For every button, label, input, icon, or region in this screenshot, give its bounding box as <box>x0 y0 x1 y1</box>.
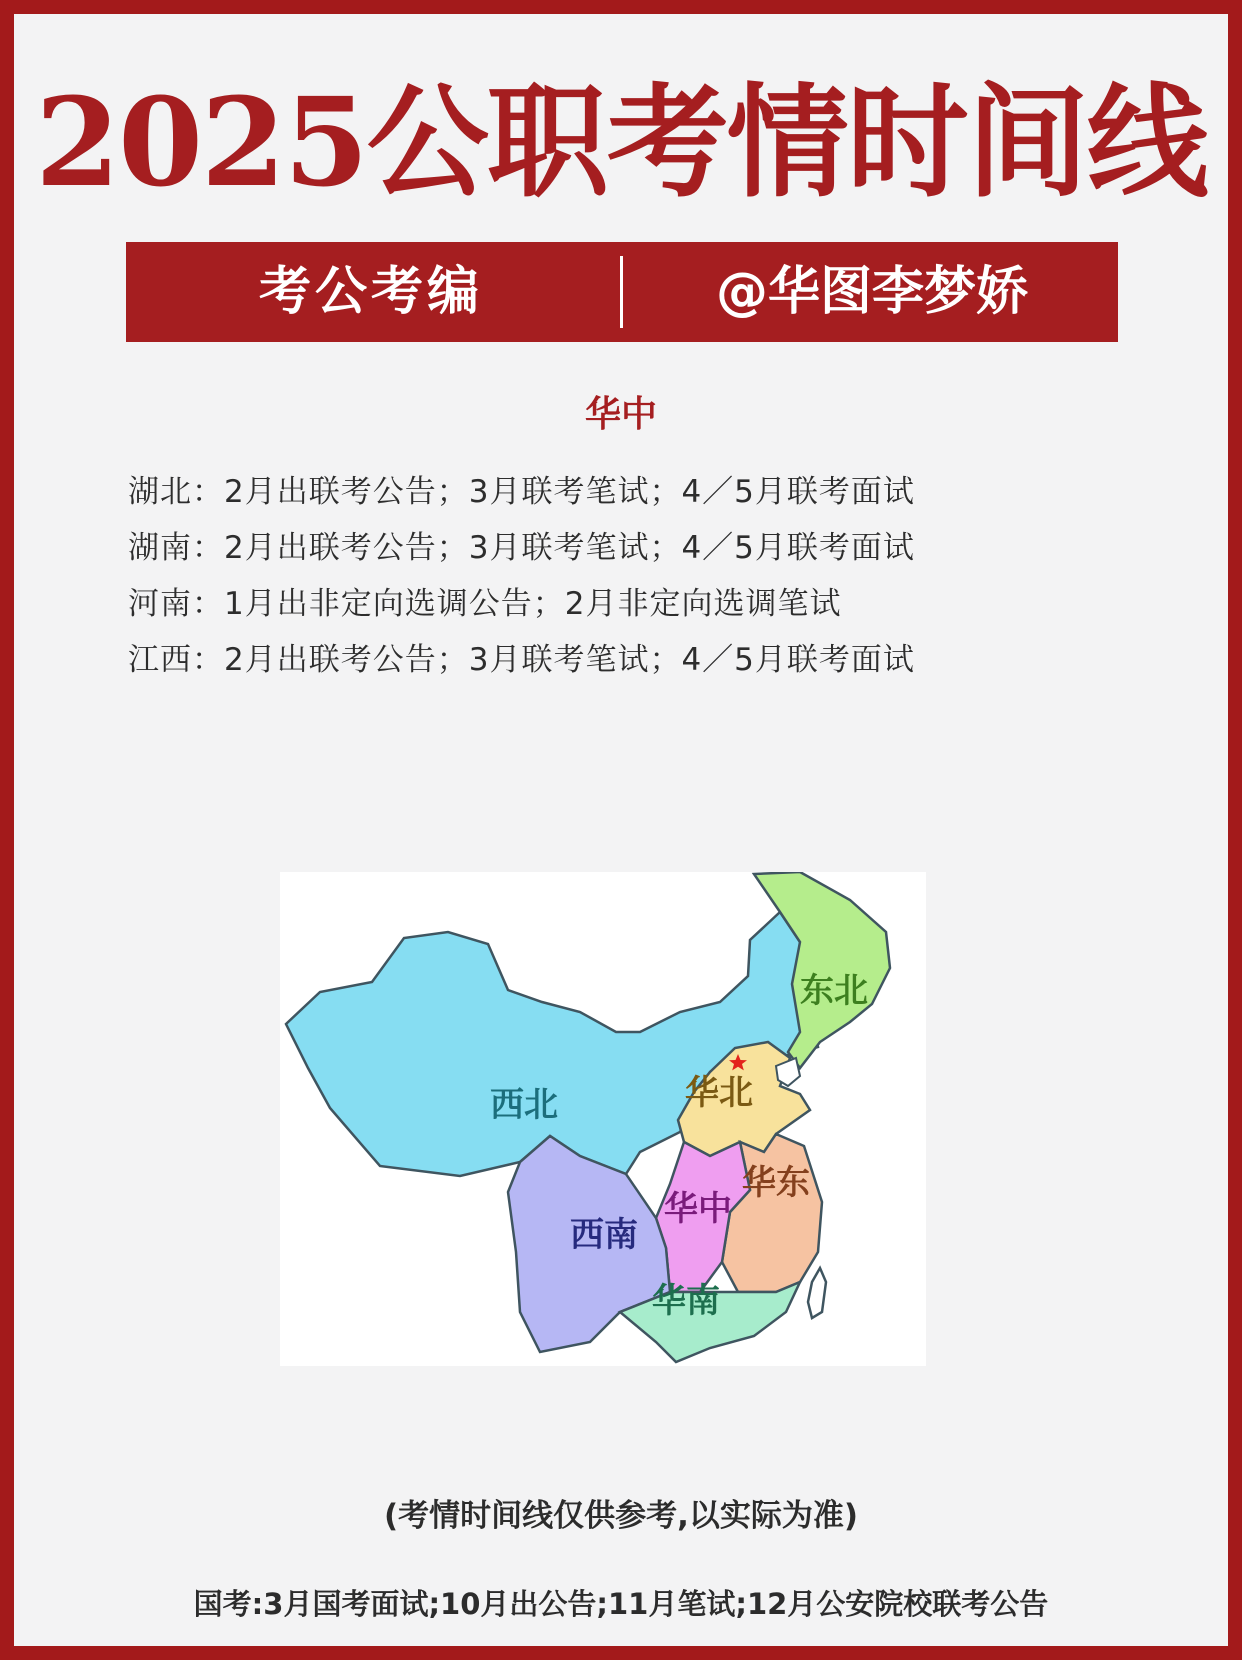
map-graphic <box>280 872 926 1366</box>
map-label-northwest: 西北 <box>490 1085 558 1125</box>
map-label-northeast: 东北 <box>800 971 868 1011</box>
schedule-line-hunan: 湖南：2月出联考公告；3月联考笔试；4／5月联考面试 <box>128 530 915 566</box>
page-title: 2025公职考情时间线 <box>35 70 1207 214</box>
china-region-map <box>280 872 926 1366</box>
national-exam-line: 国考:3月国考面试;10月出公告;11月笔试;12月公安院校联考公告 <box>193 1587 1049 1621</box>
disclaimer-note: (考情时间线仅供参考,以实际为准) <box>383 1498 859 1534</box>
banner-right-text: @华图李梦娇 <box>715 262 1028 322</box>
map-label-southwest: 西南 <box>570 1215 638 1255</box>
banner-divider <box>620 256 623 328</box>
page <box>14 14 1228 1646</box>
schedule-line-henan: 河南：1月出非定向选调公告；2月非定向选调笔试 <box>128 586 842 622</box>
map-label-east: 华东 <box>742 1163 810 1203</box>
schedule-line-hubei: 湖北：2月出联考公告；3月联考笔试；4／5月联考面试 <box>128 474 915 510</box>
map-label-south: 华南 <box>652 1281 720 1321</box>
schedule-list <box>128 464 915 688</box>
map-label-north: 华北 <box>685 1073 753 1113</box>
header-banner <box>126 242 1118 342</box>
schedule-line-jiangxi: 江西：2月出联考公告；3月联考笔试；4／5月联考面试 <box>128 642 915 678</box>
map-island-taiwan <box>808 1268 826 1318</box>
map-label-central: 华中 <box>664 1189 732 1229</box>
region-heading: 华中 <box>584 394 657 435</box>
banner-left-text: 考公考编 <box>258 262 483 322</box>
